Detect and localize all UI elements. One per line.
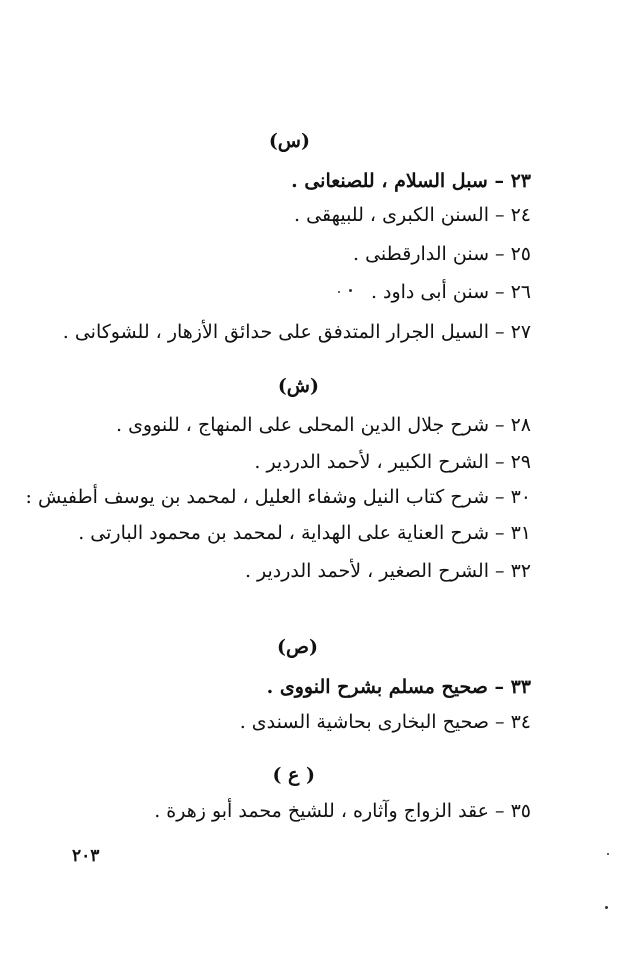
entry-29: ٢٩ – الشرح الكبير ، لأحمد الدردير . bbox=[254, 451, 531, 473]
section-heading-ain: ( ع ) bbox=[272, 764, 315, 786]
entry-31: ٣١ – شرح العناية على الهداية ، لمحمد بن محمود البارتى . bbox=[78, 522, 531, 544]
entry-24: ٢٤ – السنن الكبرى ، للبيهقى . bbox=[294, 204, 531, 226]
section-heading-saad: (ص) bbox=[277, 636, 318, 658]
entry-23: ٢٣ – سبل السلام ، للصنعانى . bbox=[291, 170, 531, 192]
entry-35: ٣٥ – عقد الزواج وآثاره ، للشيخ محمد أبو زهرة . bbox=[154, 800, 531, 822]
entry-27: ٢٧ – السيل الجرار المتدفق على حدائق الأزهار ، للشوكانى . bbox=[62, 321, 531, 343]
entry-30: ٣٠ – شرح كتاب النيل وشفاء العليل ، لمحمد بن يوسف أطفيش : bbox=[25, 486, 531, 508]
entry-32: ٣٢ – الشرح الصغير ، لأحمد الدردير . bbox=[244, 560, 531, 582]
entry-33: ٣٣ – صحيح مسلم بشرح النووى . bbox=[266, 676, 531, 698]
section-heading-seen: (س) bbox=[268, 130, 310, 152]
page-number: ٢٠٣ bbox=[72, 846, 100, 866]
entry-25: ٢٥ – سنن الدارقطنى . bbox=[353, 243, 531, 265]
entry-28: ٢٨ – شرح جلال الدين المحلى على المنهاج ، للنووى . bbox=[115, 414, 531, 436]
scan-speck bbox=[605, 906, 608, 909]
scan-speck bbox=[607, 853, 609, 855]
entry-26: ٢٦ – سنن أبى داود . bbox=[370, 281, 531, 303]
section-heading-sheen: (ش) bbox=[277, 375, 319, 397]
scan-speck bbox=[349, 289, 352, 292]
scan-speck bbox=[338, 291, 340, 293]
entry-34: ٣٤ – صحيح البخارى بحاشية السندى . bbox=[239, 711, 531, 733]
